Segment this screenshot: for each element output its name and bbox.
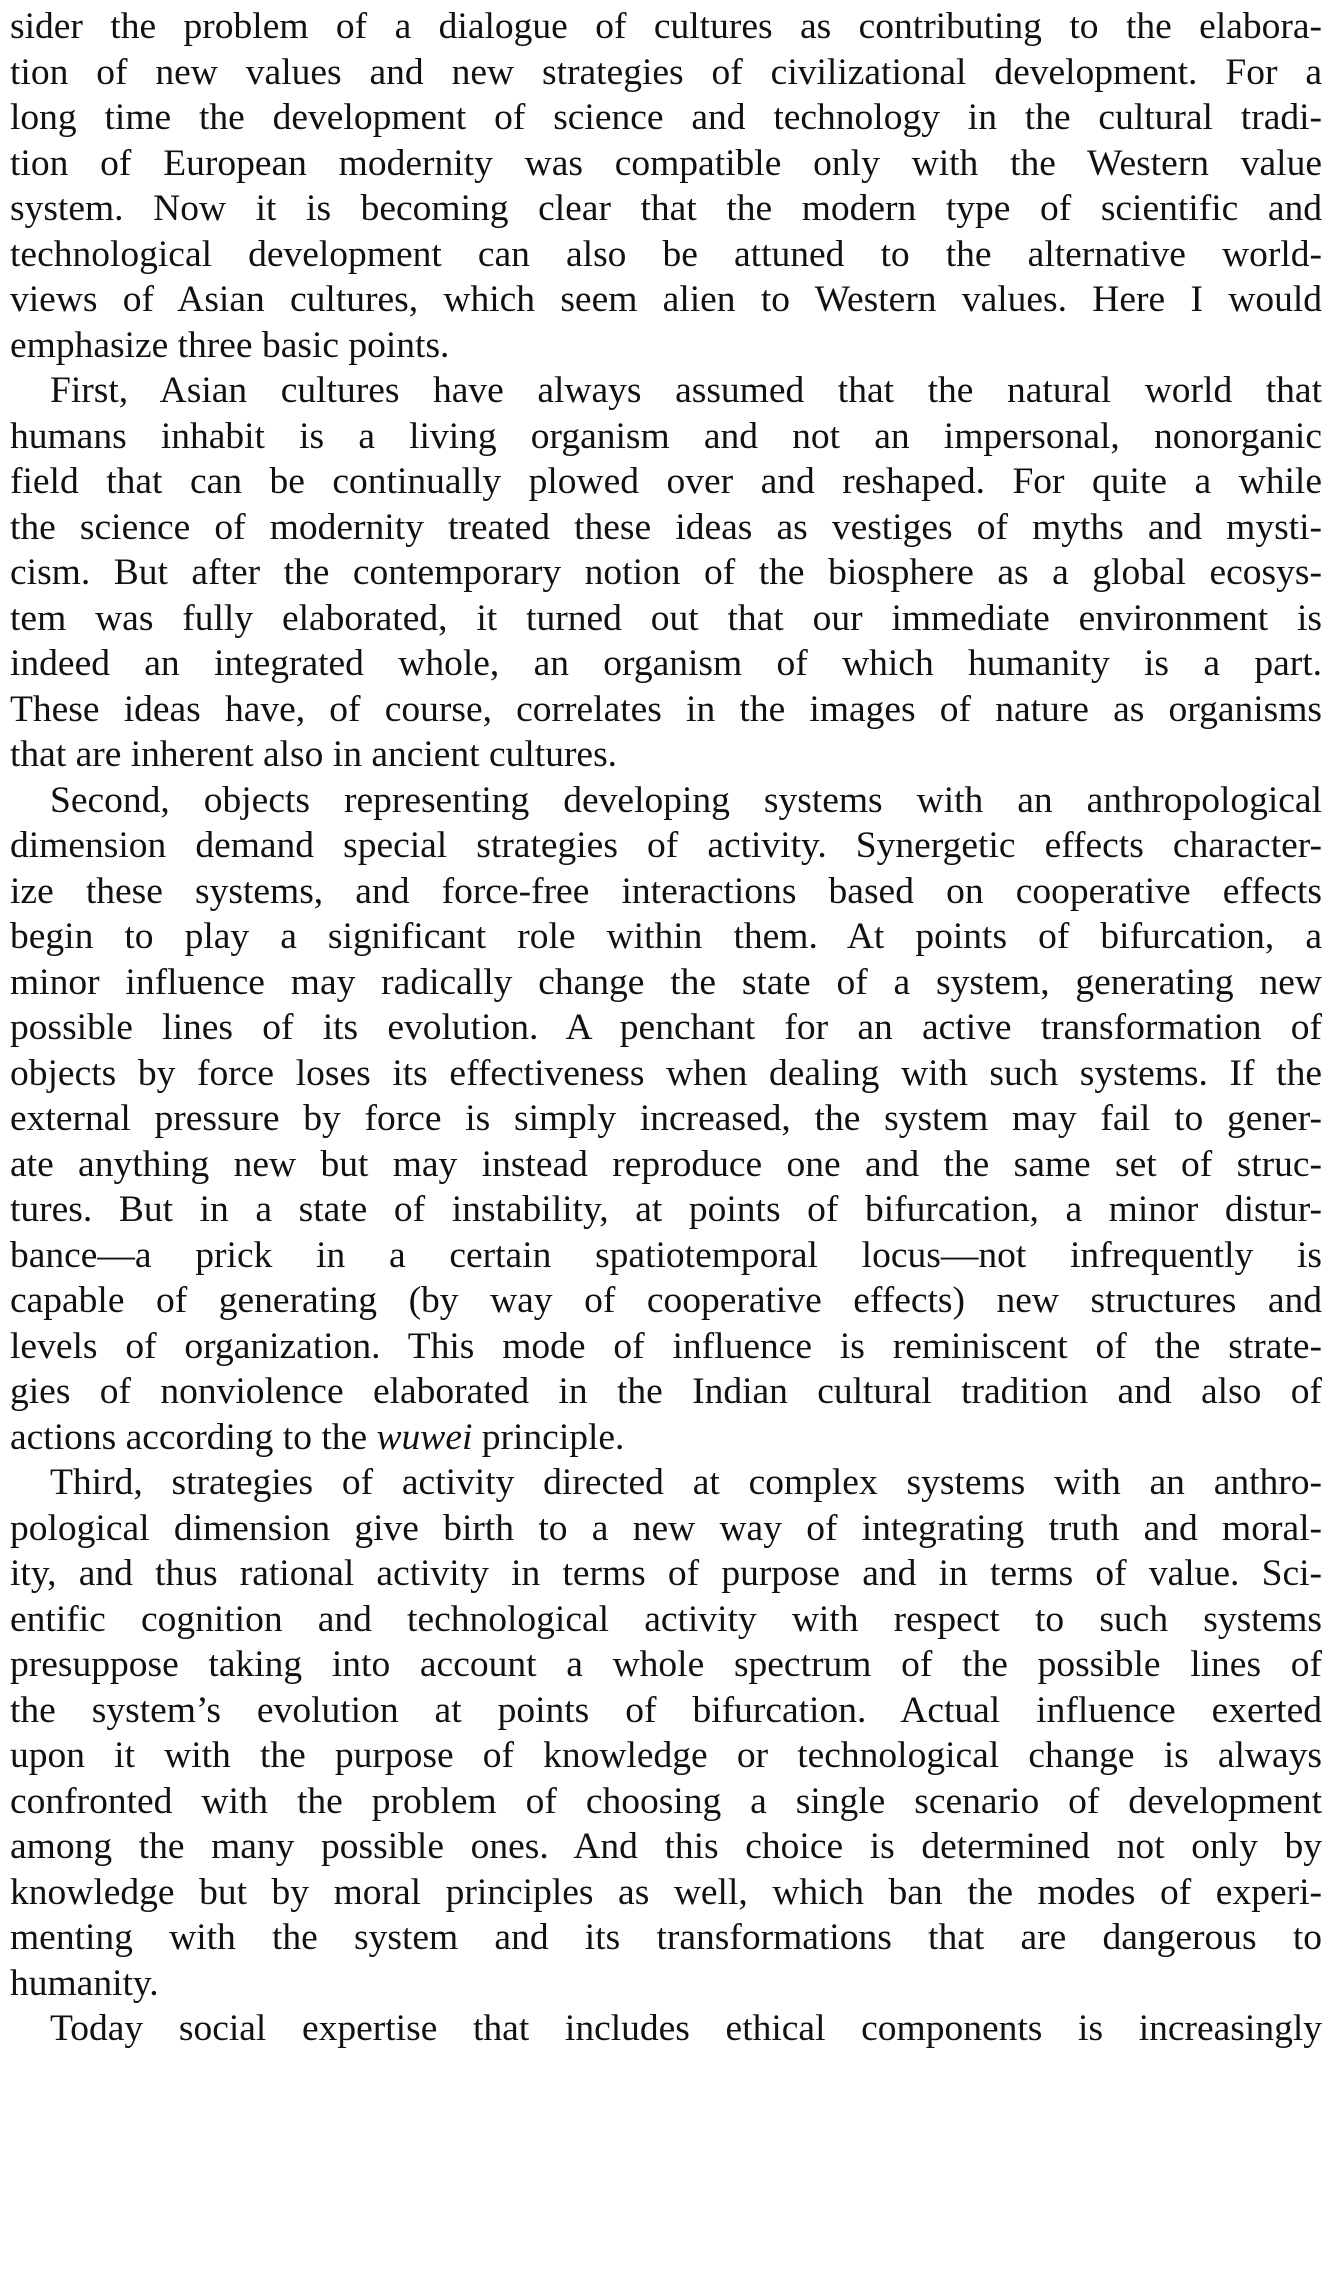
text-line: technological development can also be attuned to the alternative world- bbox=[10, 233, 1322, 275]
text-line: tion of European modernity was compatible only with the Western value bbox=[10, 142, 1322, 184]
text-line: entific cognition and technological activity with respect to such systems bbox=[10, 1598, 1322, 1640]
text-line: cism. But after the contemporary notion of the biosphere as a global ecosys- bbox=[10, 552, 1322, 593]
text-line: Second, objects representing developing systems with an anthropological bbox=[50, 779, 1322, 821]
text-line: humanity. bbox=[10, 1962, 159, 2004]
book-page bbox=[10, 4, 1322, 2266]
text-line: ize these systems, and force-free interactions based on cooperative effects bbox=[10, 870, 1322, 912]
text-line: bance—a prick in a certain spatiotemporal locus—not infrequently is bbox=[10, 1234, 1322, 1276]
text-line: humans inhabit is a living organism and not an impersonal, nonorganic bbox=[10, 415, 1322, 457]
text-line: among the many possible ones. And this choice is determined not only by bbox=[10, 1826, 1322, 1867]
text-line: external pressure by force is simply increased, the system may fail to gener- bbox=[10, 1098, 1322, 1139]
text-line: tem was fully elaborated, it turned out that our immediate environment is bbox=[10, 597, 1322, 639]
text-line: ity, and thus rational activity in terms of purpose and in terms of value. Sci- bbox=[10, 1553, 1322, 1594]
paragraph-p2 bbox=[10, 778, 1322, 1461]
text-line: possible lines of its evolution. A penchant for an active transformation of bbox=[10, 1007, 1322, 1048]
text-line: pological dimension give birth to a new way of integrating truth and moral- bbox=[10, 1507, 1322, 1549]
text-line: tures. But in a state of instability, at points of bifurcation, a minor distur- bbox=[10, 1189, 1322, 1230]
text-line: sider the problem of a dialogue of cultures as contributing to the elabora- bbox=[10, 6, 1322, 47]
text-line: the system’s evolution at points of bifurcation. Actual influence exerted bbox=[10, 1689, 1322, 1731]
text-line: long time the development of science and technology in the cultural tradi- bbox=[10, 97, 1322, 138]
paragraph-p1 bbox=[10, 368, 1322, 778]
text-line: ate anything new but may instead reproduce one and the same set of struc- bbox=[10, 1143, 1322, 1185]
text-line: objects by force loses its effectiveness when dealing with such systems. If the bbox=[10, 1052, 1322, 1094]
text-line: minor influence may radically change the state of a system, generating new bbox=[10, 961, 1322, 1003]
text-line: Third, strategies of activity directed at complex systems with an anthro- bbox=[50, 1462, 1322, 1503]
text-line: First, Asian cultures have always assumed that the natural world that bbox=[50, 370, 1322, 411]
text-line: upon it with the purpose of knowledge or technological change is always bbox=[10, 1735, 1322, 1776]
text-line: knowledge but by moral principles as well, which ban the modes of experi- bbox=[10, 1871, 1322, 1913]
page-text-body bbox=[10, 4, 1322, 2052]
text-line: levels of organization. This mode of influence is reminiscent of the strate- bbox=[10, 1325, 1322, 1367]
text-segment: principle. bbox=[472, 1416, 625, 1458]
text-line: emphasize three basic points. bbox=[10, 324, 450, 366]
text-line: capable of generating (by way of cooperative effects) new structures and bbox=[10, 1280, 1322, 1321]
text-line: views of Asian cultures, which seem alien to Western values. Here I would bbox=[10, 279, 1322, 320]
text-line: dimension demand special strategies of activity. Synergetic effects character- bbox=[10, 825, 1322, 866]
paragraph-p0 bbox=[10, 4, 1322, 368]
text-line: tion of new values and new strategies of civilizational development. For a bbox=[10, 51, 1322, 93]
italic-term: wuwei bbox=[376, 1416, 473, 1458]
text-line: field that can be continually plowed over and reshaped. For quite a while bbox=[10, 461, 1322, 502]
text-line: menting with the system and its transformations that are dangerous to bbox=[10, 1917, 1322, 1958]
text-line: indeed an integrated whole, an organism of which humanity is a part. bbox=[10, 643, 1322, 684]
text-segment: actions according to the bbox=[10, 1416, 377, 1458]
text-line: gies of nonviolence elaborated in the Indian cultural tradition and also of bbox=[10, 1371, 1322, 1412]
text-line: begin to play a significant role within them. At points of bifurcation, a bbox=[10, 916, 1322, 957]
paragraph-p4 bbox=[10, 2006, 1322, 2052]
text-line: the science of modernity treated these ideas as vestiges of myths and mysti- bbox=[10, 506, 1322, 548]
text-line: that are inherent also in ancient cultures. bbox=[10, 734, 618, 775]
text-line: Today social expertise that includes ethical components is increasingly bbox=[50, 2008, 1322, 2049]
text-line: confronted with the problem of choosing a single scenario of development bbox=[10, 1780, 1322, 1822]
text-line: presuppose taking into account a whole spectrum of the possible lines of bbox=[10, 1644, 1322, 1685]
text-line: system. Now it is becoming clear that the modern type of scientific and bbox=[10, 188, 1322, 229]
text-line: These ideas have, of course, correlates in the images of nature as organisms bbox=[10, 688, 1322, 730]
text-line bbox=[10, 1415, 1322, 1461]
paragraph-p3 bbox=[10, 1460, 1322, 2006]
